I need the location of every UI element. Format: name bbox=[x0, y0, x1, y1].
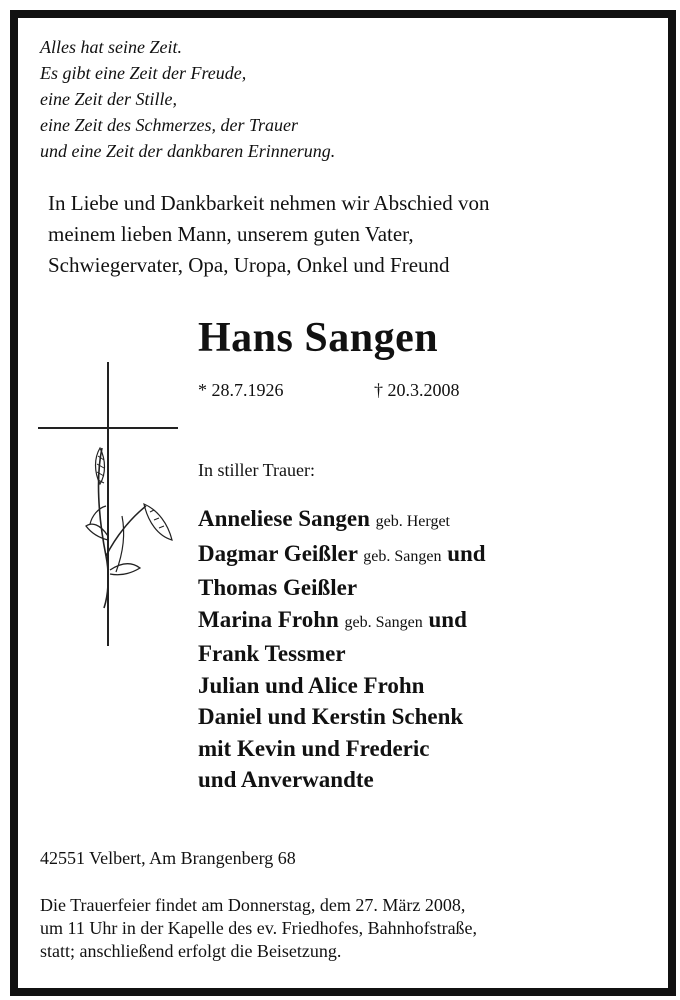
family-member: Marina Frohn bbox=[198, 606, 339, 632]
conjunction: und bbox=[428, 606, 467, 632]
family-line: Thomas Geißler bbox=[198, 575, 358, 600]
address: 42551 Velbert, Am Brangenberg 68 bbox=[40, 848, 296, 868]
family-member: Dagmar Geißler bbox=[198, 540, 358, 566]
family-member: Anneliese Sangen bbox=[198, 506, 370, 531]
intro-line: meinem lieben Mann, unserem guten Vater, bbox=[48, 222, 414, 246]
service-line: um 11 Uhr in der Kapelle des ev. Friedhofes, Bahnhofstraße, bbox=[40, 918, 478, 938]
funeral-service-info bbox=[40, 894, 477, 963]
poem-line: eine Zeit der Stille, bbox=[40, 89, 177, 109]
poem-line: eine Zeit des Schmerzes, der Trauer bbox=[40, 115, 298, 135]
cross-with-wheat-icon bbox=[36, 356, 186, 648]
poem-line: und eine Zeit der dankbaren Erinnerung. bbox=[40, 141, 336, 161]
family-line bbox=[198, 503, 486, 538]
intro-text bbox=[48, 188, 489, 281]
deceased-name: Hans Sangen bbox=[198, 315, 439, 361]
family-line bbox=[198, 538, 486, 573]
family-line: Daniel und Kerstin Schenk bbox=[198, 704, 464, 729]
family-line: und Anverwandte bbox=[198, 767, 374, 792]
birth-date: * 28.7.1926 bbox=[198, 380, 284, 400]
family-line: Frank Tessmer bbox=[198, 641, 346, 666]
maiden-name-note: geb. Herget bbox=[375, 513, 450, 530]
conjunction: und bbox=[447, 540, 486, 566]
intro-line: In Liebe und Dankbarkeit nehmen wir Abschied von bbox=[48, 191, 490, 215]
mourning-label: In stiller Trauer: bbox=[198, 460, 315, 480]
maiden-name-note: geb. Sangen bbox=[363, 547, 442, 565]
maiden-name-note: geb. Sangen bbox=[344, 613, 423, 631]
poem-line: Alles hat seine Zeit. bbox=[40, 37, 182, 57]
service-line: statt; anschließend erfolgt die Beisetzung. bbox=[40, 941, 342, 961]
service-line: Die Trauerfeier findet am Donnerstag, dem 27. März 2008, bbox=[40, 895, 466, 915]
family-line bbox=[198, 604, 486, 639]
family-line: mit Kevin und Frederic bbox=[198, 735, 430, 761]
poem bbox=[40, 34, 335, 164]
poem-line: Es gibt eine Zeit der Freude, bbox=[40, 63, 247, 83]
intro-line: Schwiegervater, Opa, Uropa, Onkel und Freund bbox=[48, 253, 450, 277]
obituary-frame bbox=[10, 10, 676, 996]
death-date: † 20.3.2008 bbox=[374, 380, 460, 400]
family-list bbox=[198, 503, 486, 796]
life-dates bbox=[198, 380, 460, 401]
family-line: Julian und Alice Frohn bbox=[198, 672, 425, 698]
